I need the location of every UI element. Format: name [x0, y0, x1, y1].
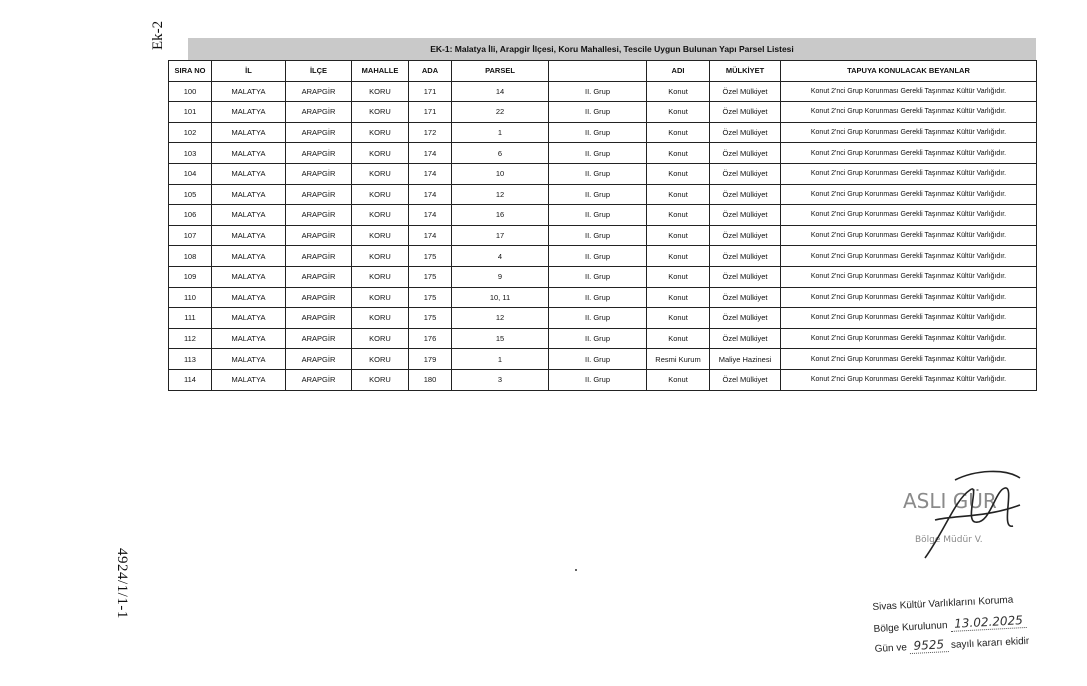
- signature-stamp: [895, 460, 1035, 570]
- stamp-title: Bölge Müdür V.: [915, 535, 983, 545]
- table-cell: Özel Mülkiyet: [710, 308, 781, 329]
- table-cell: KORU: [352, 163, 409, 184]
- table-cell: Özel Mülkiyet: [710, 287, 781, 308]
- table-cell: Konut: [647, 246, 710, 267]
- table-cell: Konut 2'nci Grup Korunması Gerekli Taşınmaz Kültür Varlığıdır.: [781, 225, 1037, 246]
- table-cell: Resmi Kurum: [647, 349, 710, 370]
- table-cell: 171: [409, 81, 452, 102]
- column-header: TAPUYA KONULACAK BEYANLAR: [781, 61, 1037, 82]
- table-cell: 114: [169, 369, 212, 390]
- table-cell: Maliye Hazinesi: [710, 349, 781, 370]
- table-row: [169, 308, 1037, 329]
- table-cell: Özel Mülkiyet: [710, 328, 781, 349]
- table-cell: 176: [409, 328, 452, 349]
- table-cell: 15: [452, 328, 549, 349]
- table-cell: II. Grup: [549, 102, 647, 123]
- column-header: [549, 61, 647, 82]
- table-cell: Özel Mülkiyet: [710, 163, 781, 184]
- table-cell: 109: [169, 266, 212, 287]
- table-cell: ARAPGİR: [286, 81, 352, 102]
- table-cell: ARAPGİR: [286, 184, 352, 205]
- table-cell: MALATYA: [212, 184, 286, 205]
- table-cell: ARAPGİR: [286, 205, 352, 226]
- table-cell: Konut: [647, 266, 710, 287]
- table-cell: II. Grup: [549, 266, 647, 287]
- table-cell: 174: [409, 184, 452, 205]
- table-cell: Konut 2'nci Grup Korunması Gerekli Taşınmaz Kültür Varlığıdır.: [781, 308, 1037, 329]
- column-header: İL: [212, 61, 286, 82]
- table-cell: II. Grup: [549, 308, 647, 329]
- table-cell: KORU: [352, 349, 409, 370]
- table-cell: 111: [169, 308, 212, 329]
- table-cell: MALATYA: [212, 266, 286, 287]
- table-cell: MALATYA: [212, 81, 286, 102]
- table-cell: II. Grup: [549, 349, 647, 370]
- column-header: İLÇE: [286, 61, 352, 82]
- table-cell: Konut: [647, 328, 710, 349]
- column-header: PARSEL: [452, 61, 549, 82]
- table-cell: KORU: [352, 369, 409, 390]
- table-cell: 6: [452, 143, 549, 164]
- table-cell: MALATYA: [212, 328, 286, 349]
- table-cell: 1: [452, 122, 549, 143]
- table-cell: Konut 2'nci Grup Korunması Gerekli Taşınmaz Kültür Varlığıdır.: [781, 184, 1037, 205]
- table-cell: KORU: [352, 308, 409, 329]
- table-cell: 174: [409, 225, 452, 246]
- table-row: [169, 369, 1037, 390]
- table-cell: II. Grup: [549, 81, 647, 102]
- table-cell: 113: [169, 349, 212, 370]
- table-cell: 175: [409, 246, 452, 267]
- table-cell: Konut 2'nci Grup Korunması Gerekli Taşınmaz Kültür Varlığıdır.: [781, 122, 1037, 143]
- table-cell: Konut: [647, 143, 710, 164]
- handwritten-signature: [925, 471, 1020, 558]
- table-cell: 174: [409, 163, 452, 184]
- table-cell: Özel Mülkiyet: [710, 122, 781, 143]
- table-cell: II. Grup: [549, 369, 647, 390]
- table-cell: 179: [409, 349, 452, 370]
- table-cell: Özel Mülkiyet: [710, 143, 781, 164]
- note-line-2: Bölge Kurulunun 13.02.2025: [873, 608, 1074, 638]
- column-header: MAHALLE: [352, 61, 409, 82]
- table-cell: 174: [409, 205, 452, 226]
- column-header: MÜLKİYET: [710, 61, 781, 82]
- table-cell: Konut 2'nci Grup Korunması Gerekli Taşınmaz Kültür Varlığıdır.: [781, 143, 1037, 164]
- table-cell: KORU: [352, 184, 409, 205]
- table-cell: Konut: [647, 308, 710, 329]
- table-row: [169, 349, 1037, 370]
- table-cell: 12: [452, 308, 549, 329]
- table-cell: Konut 2'nci Grup Korunması Gerekli Taşınmaz Kültür Varlığıdır.: [781, 349, 1037, 370]
- table-cell: KORU: [352, 122, 409, 143]
- note-line-3: Gün ve 9525 sayılı kararı ekidir: [874, 635, 1030, 655]
- board-decision-note: [872, 588, 1075, 658]
- table-cell: 174: [409, 143, 452, 164]
- table-cell: KORU: [352, 246, 409, 267]
- table-cell: ARAPGİR: [286, 102, 352, 123]
- table-cell: 104: [169, 163, 212, 184]
- table-cell: 14: [452, 81, 549, 102]
- table-cell: Özel Mülkiyet: [710, 369, 781, 390]
- table-cell: 3: [452, 369, 549, 390]
- table-cell: Özel Mülkiyet: [710, 81, 781, 102]
- table-cell: II. Grup: [549, 184, 647, 205]
- table-cell: Konut: [647, 102, 710, 123]
- side-label-top: Ek-2: [150, 20, 166, 50]
- table-cell: 175: [409, 308, 452, 329]
- table-header-row: [169, 61, 1037, 82]
- table-row: [169, 163, 1037, 184]
- table-cell: Özel Mülkiyet: [710, 184, 781, 205]
- table-cell: KORU: [352, 205, 409, 226]
- table-cell: MALATYA: [212, 163, 286, 184]
- table-cell: Konut 2'nci Grup Korunması Gerekli Taşınmaz Kültür Varlığıdır.: [781, 205, 1037, 226]
- table-row: [169, 287, 1037, 308]
- table-cell: KORU: [352, 328, 409, 349]
- table-cell: II. Grup: [549, 163, 647, 184]
- table-cell: MALATYA: [212, 205, 286, 226]
- table-cell: Konut: [647, 205, 710, 226]
- table-cell: MALATYA: [212, 102, 286, 123]
- table-cell: KORU: [352, 287, 409, 308]
- table-cell: Konut 2'nci Grup Korunması Gerekli Taşınmaz Kültür Varlığıdır.: [781, 246, 1037, 267]
- table-cell: ARAPGİR: [286, 369, 352, 390]
- table-cell: 107: [169, 225, 212, 246]
- table-cell: ARAPGİR: [286, 328, 352, 349]
- table-cell: II. Grup: [549, 225, 647, 246]
- table-cell: ARAPGİR: [286, 143, 352, 164]
- table-cell: 106: [169, 205, 212, 226]
- column-header: SIRA NO: [169, 61, 212, 82]
- table-cell: II. Grup: [549, 143, 647, 164]
- table-cell: MALATYA: [212, 246, 286, 267]
- table-row: [169, 102, 1037, 123]
- table-cell: MALATYA: [212, 349, 286, 370]
- table-cell: Konut: [647, 225, 710, 246]
- table-cell: 9: [452, 266, 549, 287]
- table-cell: 175: [409, 287, 452, 308]
- table-cell: 101: [169, 102, 212, 123]
- column-header: ADA: [409, 61, 452, 82]
- table-cell: 112: [169, 328, 212, 349]
- table-cell: ARAPGİR: [286, 287, 352, 308]
- table-row: [169, 266, 1037, 287]
- table-cell: MALATYA: [212, 225, 286, 246]
- table-cell: 102: [169, 122, 212, 143]
- table-cell: KORU: [352, 266, 409, 287]
- table-cell: MALATYA: [212, 369, 286, 390]
- table-cell: KORU: [352, 81, 409, 102]
- table-cell: Konut: [647, 369, 710, 390]
- stamp-name: ASLI GÜR: [903, 489, 997, 513]
- note-line-1: Sivas Kültür Varlıklarını Koruma: [872, 594, 1014, 613]
- table-title: EK-1: Malatya İli, Arapgir İlçesi, Koru Mahallesi, Tescile Uygun Bulunan Yapı Parsel Listesi: [188, 38, 1036, 60]
- table-cell: KORU: [352, 102, 409, 123]
- table-cell: Özel Mülkiyet: [710, 266, 781, 287]
- table-row: [169, 205, 1037, 226]
- table-cell: II. Grup: [549, 328, 647, 349]
- table-cell: Konut: [647, 122, 710, 143]
- table-cell: Konut: [647, 81, 710, 102]
- table-cell: 10: [452, 163, 549, 184]
- table-cell: 103: [169, 143, 212, 164]
- table-cell: ARAPGİR: [286, 349, 352, 370]
- table-cell: Konut 2'nci Grup Korunması Gerekli Taşınmaz Kültür Varlığıdır.: [781, 369, 1037, 390]
- table-cell: Konut: [647, 184, 710, 205]
- table-cell: Özel Mülkiyet: [710, 205, 781, 226]
- note-decision-no: 9525: [909, 637, 948, 654]
- table-cell: Özel Mülkiyet: [710, 246, 781, 267]
- table-cell: Konut: [647, 163, 710, 184]
- column-header: ADI: [647, 61, 710, 82]
- table-cell: MALATYA: [212, 143, 286, 164]
- table-cell: Konut 2'nci Grup Korunması Gerekli Taşınmaz Kültür Varlığıdır.: [781, 81, 1037, 102]
- table-cell: 22: [452, 102, 549, 123]
- table-cell: Özel Mülkiyet: [710, 225, 781, 246]
- table-cell: 100: [169, 81, 212, 102]
- table-cell: 108: [169, 246, 212, 267]
- table-cell: Konut 2'nci Grup Korunması Gerekli Taşınmaz Kültür Varlığıdır.: [781, 102, 1037, 123]
- table-cell: ARAPGİR: [286, 246, 352, 267]
- table-row: [169, 328, 1037, 349]
- table-cell: ARAPGİR: [286, 163, 352, 184]
- table-cell: 10, 11: [452, 287, 549, 308]
- table-row: [169, 184, 1037, 205]
- table-cell: 180: [409, 369, 452, 390]
- table-cell: MALATYA: [212, 122, 286, 143]
- table-cell: 12: [452, 184, 549, 205]
- table-cell: 17: [452, 225, 549, 246]
- note-date: 13.02.2025: [950, 613, 1027, 632]
- table-cell: ARAPGİR: [286, 266, 352, 287]
- table-cell: ARAPGİR: [286, 225, 352, 246]
- table-cell: MALATYA: [212, 287, 286, 308]
- table-cell: II. Grup: [549, 246, 647, 267]
- table-cell: 172: [409, 122, 452, 143]
- table-cell: 16: [452, 205, 549, 226]
- parcel-table: [168, 60, 1037, 391]
- table-row: [169, 225, 1037, 246]
- table-cell: Konut 2'nci Grup Korunması Gerekli Taşınmaz Kültür Varlığıdır.: [781, 328, 1037, 349]
- table-cell: Konut: [647, 287, 710, 308]
- table-cell: ARAPGİR: [286, 122, 352, 143]
- table-cell: MALATYA: [212, 308, 286, 329]
- table-row: [169, 143, 1037, 164]
- table-cell: 105: [169, 184, 212, 205]
- table-cell: KORU: [352, 143, 409, 164]
- table-cell: 175: [409, 266, 452, 287]
- table-cell: Özel Mülkiyet: [710, 102, 781, 123]
- table-cell: II. Grup: [549, 287, 647, 308]
- table-cell: II. Grup: [549, 122, 647, 143]
- table-cell: 1: [452, 349, 549, 370]
- table-cell: ARAPGİR: [286, 308, 352, 329]
- table-cell: KORU: [352, 225, 409, 246]
- table-cell: Konut 2'nci Grup Korunması Gerekli Taşınmaz Kültür Varlığıdır.: [781, 287, 1037, 308]
- table-row: [169, 246, 1037, 267]
- table-row: [169, 81, 1037, 102]
- table-cell: Konut 2'nci Grup Korunması Gerekli Taşınmaz Kültür Varlığıdır.: [781, 163, 1037, 184]
- scan-speck: [575, 569, 577, 571]
- table-cell: 110: [169, 287, 212, 308]
- table-cell: 171: [409, 102, 452, 123]
- table-cell: II. Grup: [549, 205, 647, 226]
- side-label-bottom: 4924/1/1-1: [114, 548, 130, 619]
- table-cell: Konut 2'nci Grup Korunması Gerekli Taşınmaz Kültür Varlığıdır.: [781, 266, 1037, 287]
- table-cell: 4: [452, 246, 549, 267]
- table-row: [169, 122, 1037, 143]
